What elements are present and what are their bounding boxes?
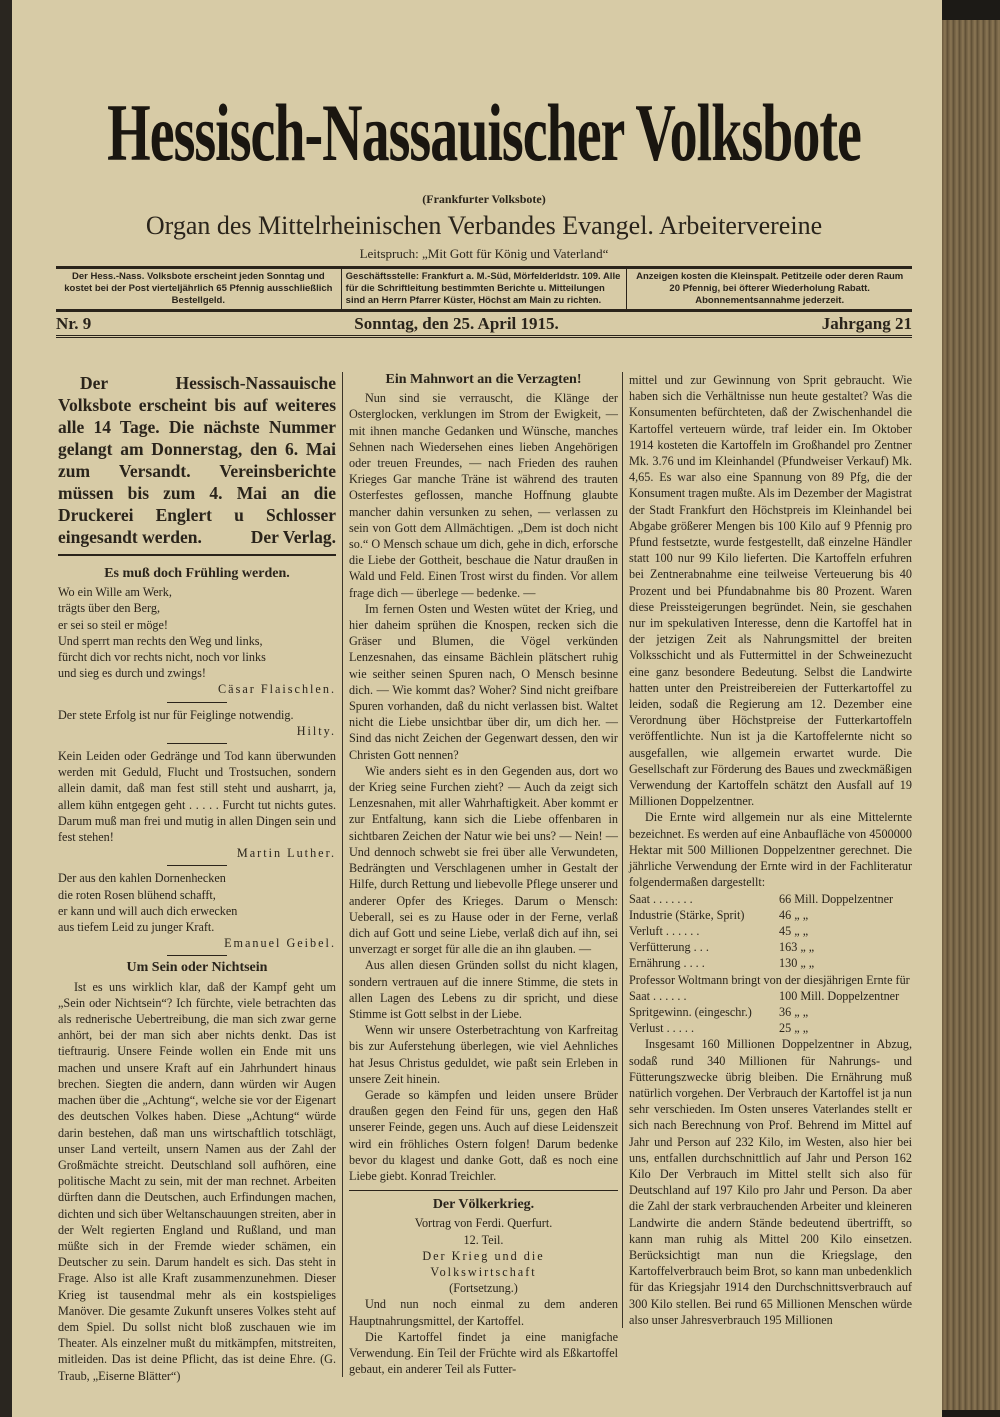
article-paragraph: Insgesamt 160 Millionen Doppelzentner in Abzug, sodaß rund 340 Millionen für Nahrungs- und Fütterungszwecke übrig bleiben. Die Ernährung muß natürlich vorgehen. Der Verbrauch der Kartoffel ist ja nun sehr verschieden. Im Osten unseres Vaterlandes stellt er sich nach Berechnung von Prof. Behrend im Mittel auf Jahr und Person auf 232 Kilo, im Westen, also hier bei uns, entfallen durchschnittlich auf Jahr und Person 162 Kilo Der Verbrauch im Mittel stellt sich also für Deutschland auf 197 Kilo pro Jahr und Person. Da aber die Zahl der stark verbrauchenden Arbeiter und kleineren Landwirte die andern Stände bedeutend übertrifft, so kann man ruhig als Mittel 200 Kilo einsetzen. Berücksichtigt man nun die Kriegslage, den Kartoffelverbrauch beim Brot, so kann man unbedenklich für das Kriegsjahr 1914 den Durchschnittsverbrauch auf 300 Kilo stellen. Bei rund 65 Millionen Menschen würde also unser Jahresverbrauch 195 Millionen (629, 1037, 912, 1327)
advert-info: Anzeigen kosten die Kleinspalt. Petitzeile oder deren Raum 20 Pfennig, bei öfterer Wiederholung Rabatt. Abonnementsannahme jederzeit. (636, 271, 904, 306)
article-paragraph: Gerade so kämpfen und leiden unsere Brüder draußen gegen den Feind für uns, gegen den Haß unserer Feinde, gegen uns. Auch auf diese Leidenszeit wird ein fröhliches Ostern folgen! Darum bedenke bevor du klagest und danke Gott, daß es noch eine Liebe giebt. Konrad Treichler. (349, 1087, 618, 1183)
poem-author: Cäsar Flaischlen. (218, 682, 336, 697)
poem-title: Es muß doch Frühling werden. (104, 566, 290, 581)
issue-date: Sonntag, den 25. April 1915. (354, 314, 559, 333)
dateline (56, 312, 912, 338)
column-2 (342, 372, 618, 1377)
table-value: 163 „ „ (779, 940, 815, 955)
article-title: Der Völkerkrieg. (432, 1197, 535, 1213)
table-value: 25 „ „ (779, 1021, 809, 1036)
publisher-notice (58, 372, 336, 556)
article-paragraph: Wenn wir unsere Osterbetrachtung von Karfreitag bis zur Auferstehung überlegen, wie viel Aehnliches hat Jesus Christus geduldet, wie paßt sein Erleben in unsere Zeit hinein. (349, 1023, 618, 1086)
table-label: Spritgewinn. (eingeschr.) (629, 1004, 752, 1019)
article-paragraph: Die Ernte wird allgemein nur als eine Mittelernte bezeichnet. Es werden auf eine Anbaufläche von 4500000 Hektar mit 500 Millionen Doppelzentner gerechnet. Die jährliche Verwendung der Ernte wird in der Fachliteratur folgendermaßen dargestellt: (629, 810, 912, 890)
part-label: 12. Teil. (463, 1232, 504, 1247)
divider (167, 702, 227, 703)
masthead-organ: Organ des Mittelrheinischen Verbandes Evangel. Arbeitervereine (145, 211, 823, 240)
poem-line: Wo ein Wille am Werk, (58, 585, 172, 600)
article-paragraph: Im fernen Osten und Westen wütet der Krieg, und hier daheim sprühen die Knospen, recken sich die Gräser und Blumen, die Vögel verkünden Lenzesnahen, das einsame Bächlein plätschert ruhig wie seither seinen Spuren nach, O Mensch besinne dich. — Wie kommt das? Woher? Sind nicht greifbare Spuren vorhanden, daß du nicht verlassen bist. Waltet nicht die Liebe unsichtbar über dir, um dich her. — Sind das nicht Zeichen der Gegenwart dessen, den wir Christen Gott nennen? (349, 601, 618, 762)
article-paragraph: mittel und zur Gewinnung von Sprit gebraucht. Wie haben sich die Verhältnisse nun heute gestaltet? Was die Konsumenten befürchteten, daß der Zwischenhandel die Kartoffel verteuern würde, traf leider ein. Im Oktober 1914 kosteten die Kartoffeln im Großhandel pro Zentner Mk. 3.76 und im Kleinhandel (Pfundweiser Verkauf) Mk. 4,65. Es war also eine Spannung von 89 Pfg, die der Konsument tragen mußte. Als im Dezember der Magistrat der Stadt Frankfurt den Höchstpreis im Kleinhandel bei Abgabe größerer Mengen bis 100 Kilo auf 9 Pfennig pro Pfund festsetzte, wurde festgestellt, daß einzelne Händler statt 100 nur 99 Kilo lieferten. Die Kartoffeln erfuhren bei Zentnerabnahme eine teilweise Verteuerung bis 40 Prozent und bei Pfundabnahme bis 80 Prozent. Waren diese Preissteigerungen begründet. Nein, sie geschahen nur im spekulativen Interesse, denn die Kartoffel hat in der jetzigen Zeit als Nahrungsmittel der breiten Volksschicht und als Futtermittel in der Schweinezucht eine ganz besondere Bedeutung. Selbst die Landwirte hatten unter den Preistreibereien der Futterkartoffel zu leiden, sodaß die Regierung am 12. Dezember eine Verordnung über Höchstpreise der Futterkartoffeln veröffentlichte. Nun ist ja die Kartoffelernte nicht so ausgefallen, wie allgemein erwartet wurde. Die Gesellschaft zur Förderung des Baues und zweckmäßigen Verwendung der Kartoffeln schätzt den Ausfall auf 19 Millionen Doppelzentner. (629, 373, 912, 809)
poem-line: Der aus den kahlen Dornenhecken (58, 871, 226, 886)
notice-signature: Der Verlag. (250, 527, 336, 547)
usage-table (629, 988, 912, 1037)
article-title: Um Sein oder Nichtsein (126, 960, 268, 976)
issue-number: Nr. 9 (56, 314, 92, 333)
column-3 (622, 372, 912, 1328)
table-label: Saat . . . . . . . (629, 891, 693, 906)
poem-line: und sieg es durch und zwings! (58, 666, 206, 681)
volume: Jahrgang 21 (821, 314, 912, 333)
continued-label: (Fortsetzung.) (449, 1281, 518, 1296)
poem-line: Und sperrt man rechts den Weg und links, (58, 633, 263, 648)
table-value: 36 „ „ (779, 1004, 809, 1019)
quote: Kein Leiden oder Gedränge und Tod kann überwunden werden mit Geduld, Flucht und Trostsuchen, sondern allein damit, daß man fest still steht und ausharrt, ja, allem kühn entgegen geht . . . . . Furcht tut nichts gutes. Darum muß man frei und mutig in allen Dingen sein und fest stehen! (58, 749, 336, 845)
poem-author: Emanuel Geibel. (224, 936, 336, 951)
subscription-info: Der Hess.-Nass. Volksbote erscheint jeden Sonntag und kostet bei der Post vierteljährlich 65 Pfennig ausschließlich Bestellgeld. (56, 269, 342, 309)
info-box (56, 266, 912, 312)
article-paragraph: Ist es uns wirklich klar, daß der Kampf geht um „Sein oder Nichtsein“? Ich fürchte, viele betrachten das als rednerische Uebertreibung, die man sich zwar gerne anhört, bei der man sich aber nichts denkt. Das ist tieftraurig. Unsere Feinde wollen ein Ende mit uns machen und unsere Kraft auf ein Jahrhundert hinaus brechen. Siegten die andern, dann würden wir Augen machen über die „Achtung“, welche sie vor der Eigenart des deutschen Volkes haben. Diese „Achtung“ würde darin bestehen, daß man uns wirtschaftlich totschlägt, unser Land verteilt, unsern Namen aus der Zahl der Großmächte streicht. Deutschland soll aufhören, eine politische Macht zu sein, mit der man rechnet. Arbeiten dürften dann die Deutschen, auch Erfindungen machen, dichten und sich über Weltanschauungen streiten, aber in der Welt regierten England und Rußland, und man müßte sich in der Fremde wieder schämen, ein Deutscher zu sein. Darum handelt es sich. Das steht in Frage. Also ist alle Kraft zusammenzunehmen. Dieser Krieg ist tausendmal mehr als ein kostspieliges Manöver. Die gesamte Zukunft unseres Volkes steht auf dem Spiel. Du sollst nicht bloß zuschauen wie im Theater. Als einzelner mußt du mitkämpfen, mitstreiten, mitleiden. Das ist deine Pflicht, das ist deine Ehre. (G. Traub, „Eiserne Blätter“) (58, 979, 336, 1383)
office-info: Geschäftsstelle: Frankfurt a. M.-Süd, Mörfelderldstr. 109. Alle für die Schriftleitung bestimmten Berichte u. Mitteilungen sind an Herrn Pfarrer Küster, Höchst am Main zu richten. (342, 269, 628, 309)
table-label: Saat . . . . . . (629, 988, 687, 1003)
quote: Der stete Erfolg ist nur für Feiglinge notwendig. (58, 707, 294, 722)
table-label: Verlust . . . . . (629, 1021, 694, 1036)
masthead-title: Hessisch-Nassauischer Volksbote (107, 89, 861, 179)
poem-line: er sei so steil er möge! (58, 617, 168, 632)
article-paragraph: Aus allen diesen Gründen sollst du nicht klagen, sondern vertrauen auf die innere Stimme, die stets in allen Lagen des Lebens zu dir spricht, und diese Stimme ist Gott selbst in der Liebe. (349, 958, 618, 1021)
scan-left-edge (0, 0, 12, 1417)
article-paragraph: Und nun noch einmal zu dem anderen Hauptnahrungsmittel, der Kartoffel. (349, 1297, 618, 1328)
byline: Vortrag von Ferdi. Querfurt. (414, 1216, 553, 1231)
article-paragraph: Nun sind sie verrauscht, die Klänge der Osterglocken, verklungen im Strom der Ewigkeit, — mit ihnen manche Gedanken und Wünsche, manches Sehnen nach Wiedersehen eines lieben Angehörigen oder treuen Freundes, — nach Frieden des rauhen Krieges Gar manche Träne ist während des trauten Osterfestes geflossen, manche Hoffnung glaubte mancher dahin versunken zu sehen, — verlassen zu sein von Gott dem Allmächtigen. „Dem ist doch nicht so.“ O Mensch schaue um dich, gehe in dich, erforsche die Liebe der Gottheit, beschaue die Natur draußen in Wald und Feld. Einen Trost wirst du finden. Vor allem frage dich — überlege — bedenke. — (349, 391, 618, 600)
poem-line: er kann und will auch dich erwecken (58, 903, 238, 918)
article-paragraph: Die Kartoffel findet ja eine manigfache Verwendung. Ein Teil der Früchte wird als Eßkartoffel gebaut, ein anderer Teil als Futter- (349, 1329, 618, 1377)
poem-line: aus tiefem Leid zu junger Kraft. (58, 920, 215, 935)
divider (349, 1190, 618, 1191)
table-value: 130 „ „ (779, 956, 815, 971)
subtitle: Volkswirtschaft (430, 1264, 537, 1279)
usage-table (629, 891, 912, 972)
quote-author: Martin Luther. (236, 846, 336, 861)
divider (167, 955, 227, 956)
poem-line: fürcht dich vor rechts nicht, noch vor links (58, 650, 266, 665)
table-value: 46 „ „ (779, 907, 809, 922)
article-text: Professor Woltmann bringt von der diesjährigen Ernte für (629, 972, 910, 987)
poem (58, 584, 336, 697)
article-title: Ein Mahnwort an die Verzagten! (385, 372, 582, 387)
table-label: Verluft . . . . . . (629, 923, 700, 938)
table-label: Verfütterung . . . (629, 940, 709, 955)
table-value: 100 Mill. Doppelzentner (779, 988, 900, 1003)
quote-author: Hilty. (296, 723, 336, 738)
table-value: 45 „ „ (779, 923, 809, 938)
table-label: Ernährung . . . . (629, 956, 705, 971)
divider (167, 743, 227, 744)
article-paragraph: Wie anders sieht es in den Gegenden aus, dort wo der Krieg seine Furchen zieht? — Auch da zeigt sich Lenzesnahen, mit aller Wahrhaftigkeit. Aber kommt er zur Entfaltung, kann sich die Liebe offenbaren in sichtbaren Zeichen der Natur wie bei uns? — Nein! — Und dennoch schwebt sie frei über alle Verwundeten, Bedrängten und Verschlagenen umher in Gestalt der Hilfe, durch Rettung und liebevolle Pflege unserer und anderer Opfer des Krieges. Darum o Mensch: Ueberall, sei es zu Hause oder in der Ferne, verlaß dich auf Gott und seine Liebe, verlaß dich auf ihn, sei unverzagt er sorget für alle die an ihn glauben. — (349, 763, 618, 957)
masthead-motto: Leitspruch: „Mit Gott für König und Vaterland“ (359, 246, 609, 261)
book-binding-edge (942, 20, 1000, 1410)
table-value: 66 Mill. Doppelzentner (779, 891, 894, 906)
table-label: Industrie (Stärke, Sprit) (629, 907, 745, 922)
divider (167, 865, 227, 866)
masthead-subtitle: (Frankfurter Volksbote) (422, 192, 546, 206)
poem (58, 870, 336, 951)
poem-line: trägts über den Berg, (58, 601, 160, 616)
subtitle: Der Krieg und die (422, 1248, 545, 1263)
notice-text: Der Hessisch-Nassauische Volksbote erscheint bis auf weiteres alle 14 Tage. Die nächste Nummer gelangt am Donnerstag, den 6. Mai zum Versandt. Vereinsberichte müssen bis zum 4. Mai an die Druckerei Englert u Schlosser eingesandt werden. (58, 373, 336, 547)
poem-line: die roten Rosen blühend schafft, (58, 887, 216, 902)
page-header (56, 78, 912, 338)
column-1 (58, 372, 336, 1384)
